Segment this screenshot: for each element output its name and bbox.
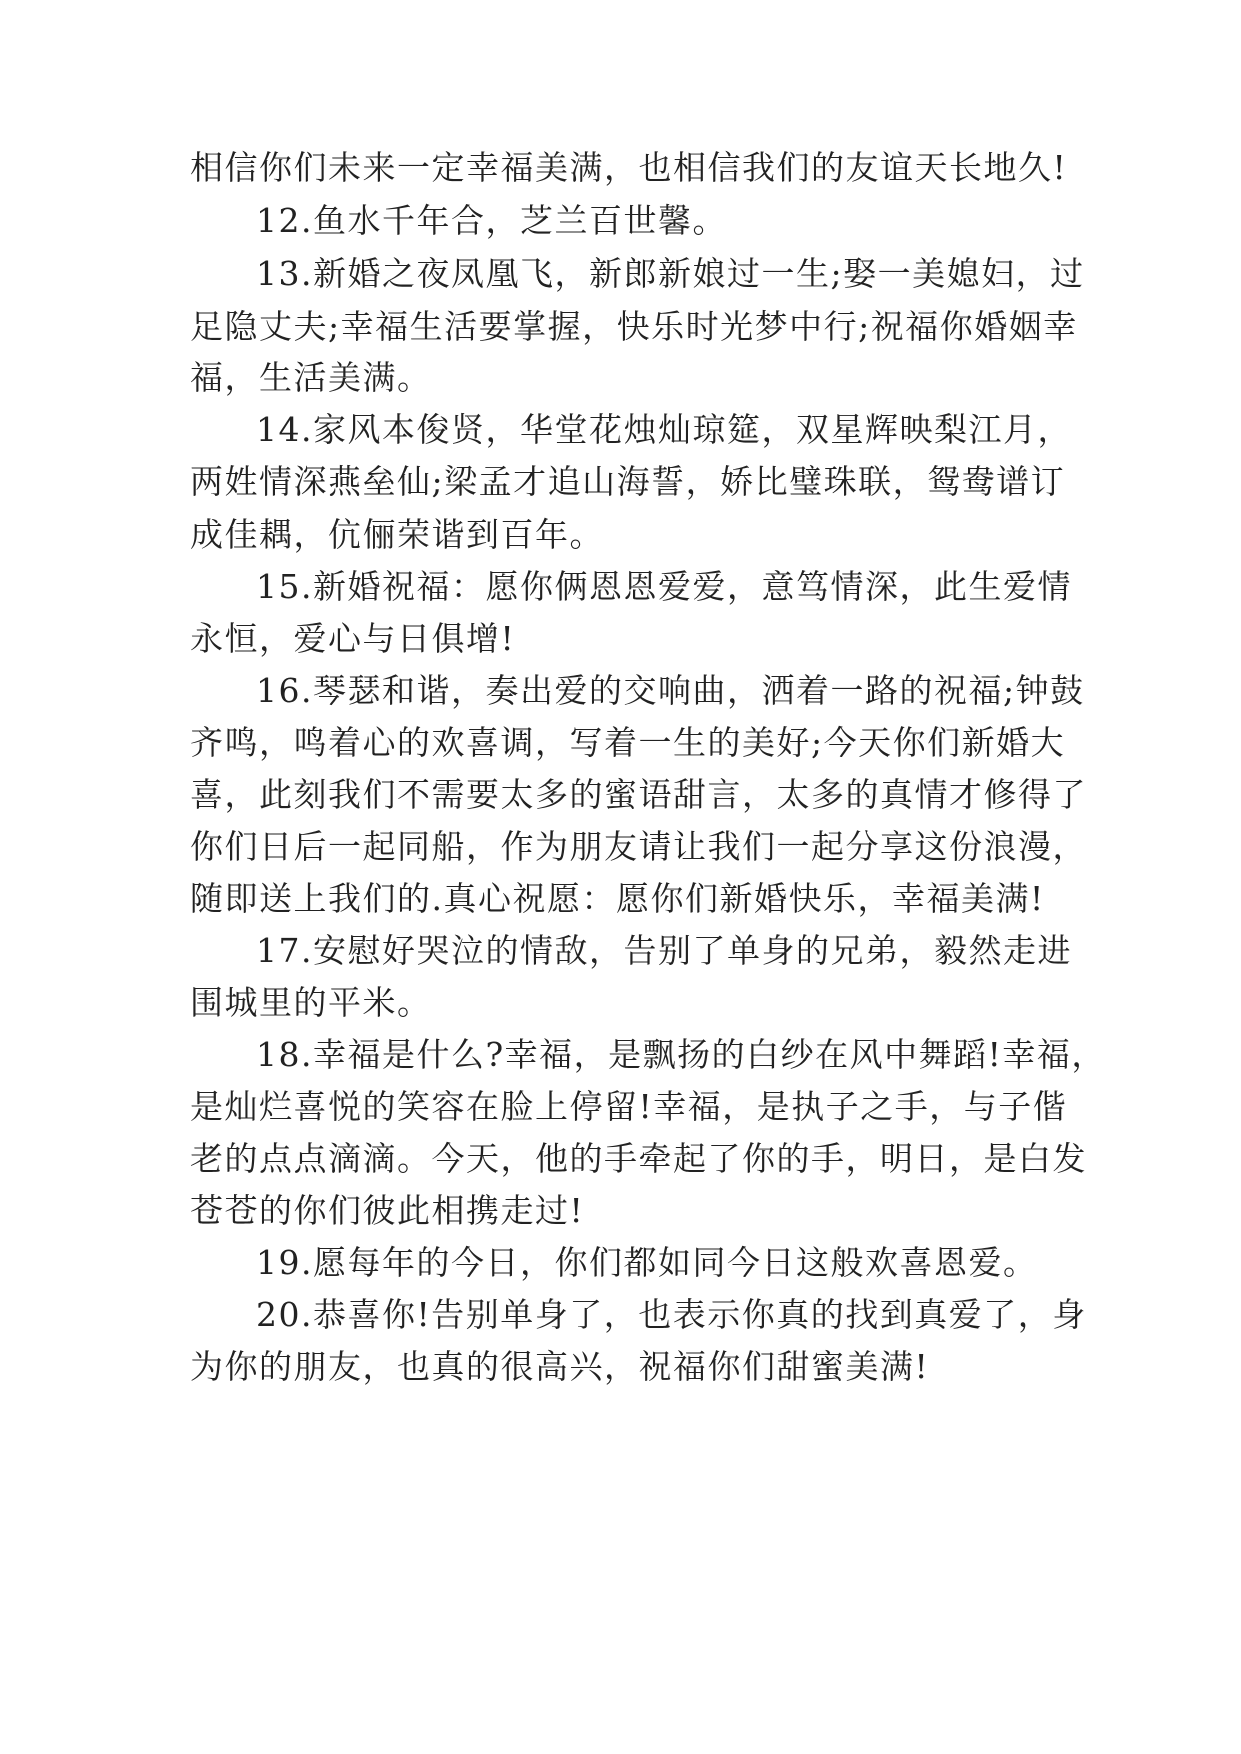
text-line: 苍苍的你们彼此相携走过! (190, 1191, 585, 1230)
list-item-12: 12.鱼水千年合，芝兰百世馨。 (256, 201, 727, 240)
list-item-20: 20.恭喜你!告别单身了，也表示你真的找到真爱了，身 (256, 1295, 1087, 1334)
text-line: 齐鸣，鸣着心的欢喜调，写着一生的美好;今天你们新婚大 (190, 723, 1066, 762)
text-line: 围城里的平米。 (190, 983, 432, 1022)
text-line: 你们日后一起同船，作为朋友请让我们一起分享这份浪漫， (190, 827, 1087, 866)
text-line: 足隐丈夫;幸福生活要掌握，快乐时光梦中行;祝福你婚姻幸 (190, 307, 1078, 346)
text-line: 随即送上我们的.真心祝愿：愿你们新婚快乐，幸福美满! (190, 879, 1045, 918)
text-line: 两姓情深燕垒仙;梁孟才追山海誓，娇比璧珠联，鸳鸯谱订 (190, 462, 1066, 501)
text-line: 永恒，爱心与日俱增! (190, 619, 516, 658)
text-line: 老的点点滴滴。今天，他的手牵起了你的手，明日，是白发 (190, 1139, 1087, 1178)
list-item-16: 16.琴瑟和谐，奏出爱的交响曲，洒着一路的祝福;钟鼓 (256, 671, 1085, 710)
list-item-17: 17.安慰好哭泣的情敌，告别了单身的兄弟，毅然走进 (256, 931, 1072, 970)
text-line: 是灿烂喜悦的笑容在脸上停留!幸福，是执子之手，与子偕 (190, 1087, 1068, 1126)
text-line: 福，生活美满。 (190, 358, 432, 397)
text-line: 相信你们未来一定幸福美满，也相信我们的友谊天长地久! (190, 148, 1068, 187)
text-line: 为你的朋友，也真的很高兴，祝福你们甜蜜美满! (190, 1347, 930, 1386)
list-item-14: 14.家风本俊贤，华堂花烛灿琼筵，双星辉映梨江月， (256, 410, 1072, 449)
text-line: 喜，此刻我们不需要太多的蜜语甜言，太多的真情才修得了 (190, 775, 1087, 814)
list-item-19: 19.愿每年的今日，你们都如同今日这般欢喜恩爱。 (256, 1243, 1038, 1282)
list-item-13: 13.新婚之夜凤凰飞，新郎新娘过一生;娶一美媳妇，过 (256, 254, 1085, 293)
list-item-15: 15.新婚祝福：愿你俩恩恩爱爱，意笃情深，此生爱情 (256, 567, 1072, 606)
list-item-18: 18.幸福是什么?幸福，是飘扬的白纱在风中舞蹈!幸福， (256, 1035, 1106, 1074)
text-line: 成佳耦，伉俪荣谐到百年。 (190, 515, 604, 554)
